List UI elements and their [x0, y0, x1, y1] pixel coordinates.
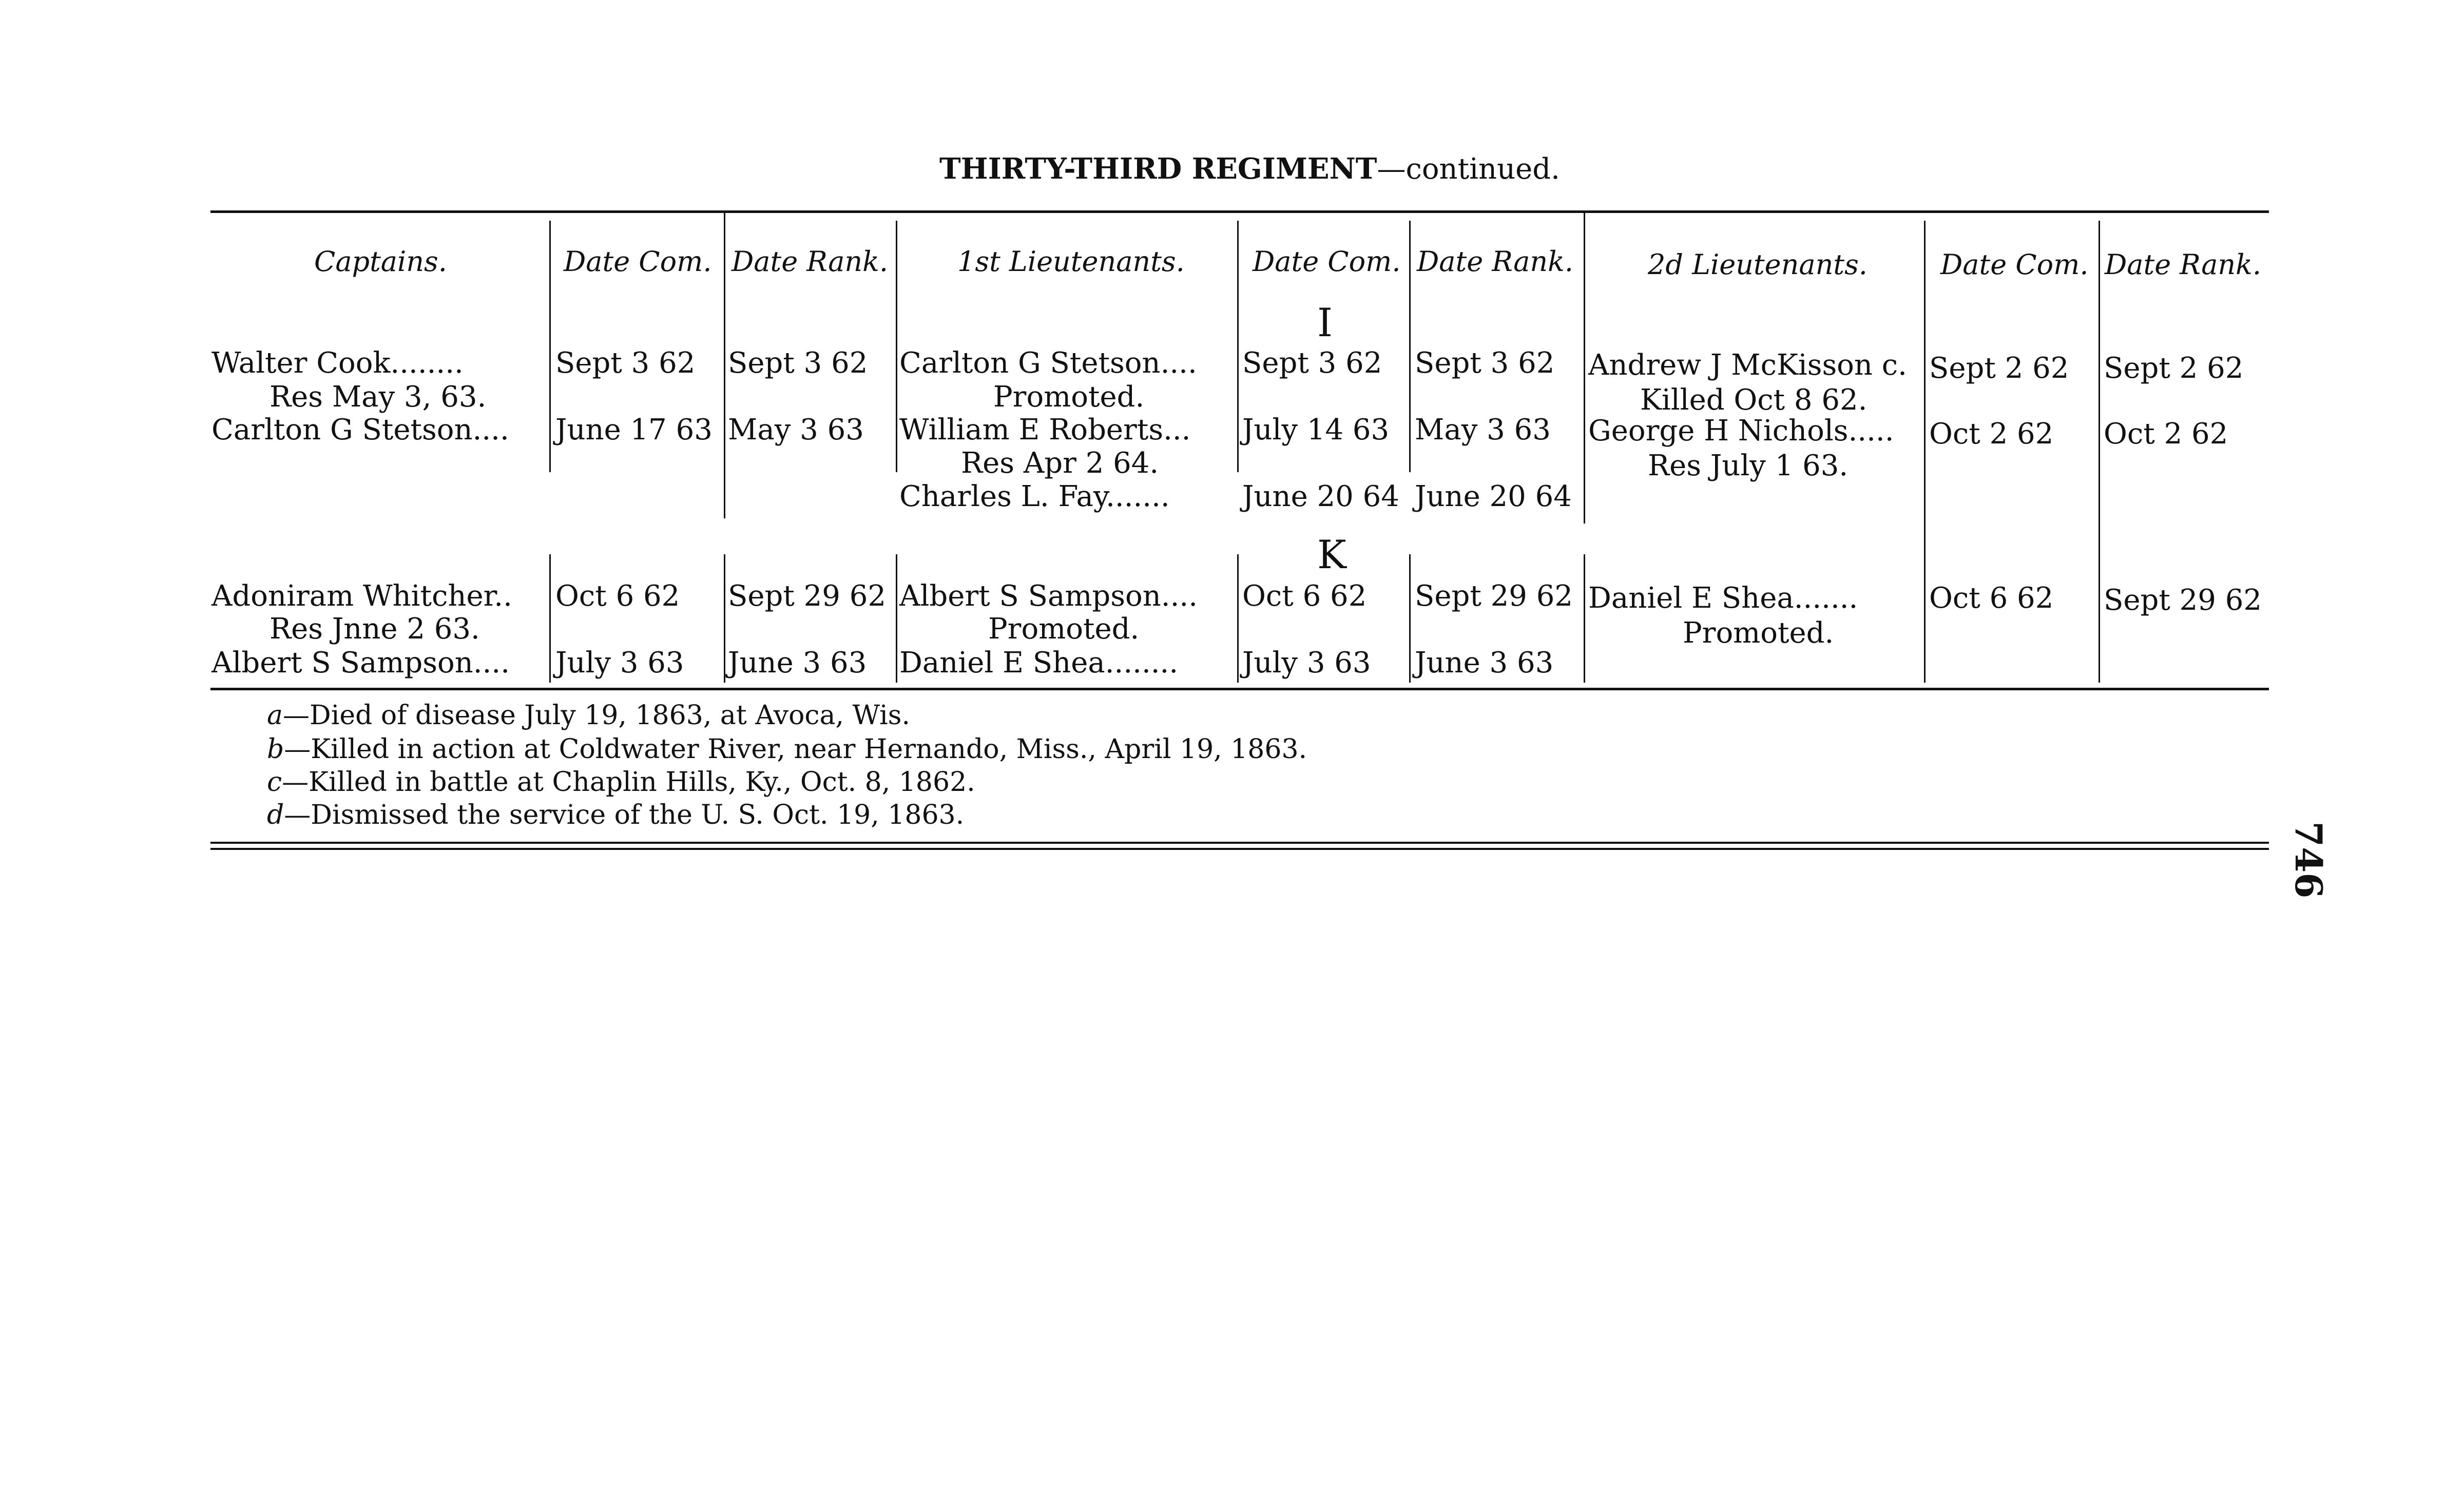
lt1-name: Charles L. Fay....... [899, 480, 1170, 513]
lt2-date-com: Sept 2 62 [1929, 352, 2069, 385]
lt1-name: Daniel E Shea........ [899, 646, 1179, 680]
column-divider [1409, 221, 1411, 472]
lt2-date-rank: Oct 2 62 [2104, 417, 2228, 451]
column-divider [896, 221, 897, 472]
lt1-date-rank: June 20 64 [1415, 480, 1572, 513]
captain-note: Res Jnne 2 63. [270, 612, 480, 646]
lt2-date-com: Oct 6 62 [1929, 582, 2054, 615]
lt1-note: Promoted. [988, 612, 1140, 646]
header-lt2-date-rank: Date Rank. [2105, 248, 2262, 281]
captain-name: Adoniram Whitcher.. [211, 579, 512, 613]
lt1-date-com: Oct 6 62 [1242, 579, 1367, 613]
column-divider [1237, 554, 1239, 683]
captain-date-com: July 3 63 [555, 646, 684, 680]
lt1-note: Promoted. [993, 380, 1145, 414]
captain-date-com: Sept 3 62 [555, 346, 696, 380]
column-divider [1409, 554, 1411, 683]
column-divider [2099, 221, 2100, 570]
footnote-c [267, 767, 975, 798]
lt2-date-rank: Sept 29 62 [2104, 584, 2262, 617]
captain-date-rank: Sept 29 62 [728, 579, 886, 613]
column-divider [1584, 210, 1585, 524]
lt1-date-com: June 20 64 [1242, 480, 1399, 513]
column-divider [1584, 554, 1585, 683]
header-lt2-date-com: Date Com. [1940, 248, 2089, 281]
footnote-text: —Killed in battle at Chaplin Hills, Ky., Oct. 8, 1862. [282, 767, 975, 798]
column-divider [724, 210, 725, 518]
column-divider [724, 554, 725, 683]
lt1-note: Res Apr 2 64. [961, 447, 1159, 480]
double-rule-upper [210, 842, 2269, 844]
title-continued: —continued. [1377, 152, 1560, 186]
page-number: 746 [2287, 821, 2331, 899]
footnote-b [267, 734, 1307, 765]
column-divider [2099, 570, 2100, 683]
header-first-lieutenants: 1st Lieutenants. [957, 245, 1185, 278]
footnote-text: —Killed in action at Coldwater River, near Hernando, Miss., April 19, 1863. [284, 734, 1307, 765]
lt2-name: Andrew J McKisson c. [1588, 348, 1907, 382]
lt2-note: Promoted. [1683, 616, 1834, 650]
footnote-key: b [267, 734, 284, 765]
company-letter-i: I [1317, 300, 1333, 345]
captain-date-com: June 17 63 [555, 413, 713, 447]
lt1-date-com: July 14 63 [1242, 413, 1390, 447]
footnote-text: —Died of disease July 19, 1863, at Avoca, Wis. [283, 700, 910, 731]
captain-name: Carlton G Stetson.... [211, 413, 509, 447]
top-rule [210, 210, 2269, 213]
lt1-name: William E Roberts... [899, 413, 1191, 447]
column-divider [549, 221, 551, 472]
header-captain-date-com: Date Com. [564, 245, 712, 278]
lt1-date-com: Sept 3 62 [1242, 346, 1382, 380]
column-divider [549, 554, 551, 683]
lt1-date-rank: Sept 3 62 [1415, 346, 1555, 380]
lt1-date-com: July 3 63 [1242, 646, 1371, 680]
lt1-date-rank: Sept 29 62 [1415, 579, 1573, 613]
captain-date-rank: June 3 63 [728, 646, 867, 680]
header-lt1-date-rank: Date Rank. [1417, 245, 1574, 278]
column-divider [1924, 221, 1926, 570]
footnote-key: a [267, 700, 283, 731]
captain-name: Albert S Sampson.... [211, 646, 510, 680]
header-lt1-date-com: Date Com. [1253, 245, 1401, 278]
lt2-name: George H Nichols..... [1588, 414, 1894, 448]
column-divider [1237, 221, 1239, 472]
lt2-note: Res July 1 63. [1648, 449, 1849, 482]
footnote-key: c [267, 767, 282, 798]
footnote-d [267, 800, 964, 830]
footnote-text: —Dismissed the service of the U. S. Oct. 19, 1863. [284, 800, 965, 830]
header-second-lieutenants: 2d Lieutenants. [1648, 248, 1868, 281]
company-letter-k: K [1317, 532, 1346, 577]
page-title [939, 152, 1560, 186]
lt2-name: Daniel E Shea....... [1588, 582, 1858, 615]
lt1-date-rank: May 3 63 [1415, 413, 1551, 447]
lt1-name: Carlton G Stetson.... [899, 346, 1197, 380]
lt2-date-rank: Sept 2 62 [2104, 352, 2244, 385]
lt1-name: Albert S Sampson.... [899, 579, 1198, 613]
captain-note: Res May 3, 63. [270, 380, 487, 414]
captain-date-com: Oct 6 62 [555, 579, 680, 613]
header-captains: Captains. [314, 245, 447, 278]
table-bottom-rule [210, 688, 2269, 690]
title-main: THIRTY-THIRD REGIMENT [939, 152, 1377, 186]
column-divider [896, 554, 897, 683]
footnote-key: d [267, 800, 284, 830]
lt1-date-rank: June 3 63 [1415, 646, 1554, 680]
captain-name: Walter Cook........ [211, 346, 464, 380]
double-rule-lower [210, 848, 2269, 850]
lt2-note: Killed Oct 8 62. [1640, 383, 1868, 417]
footnote-a [267, 700, 910, 731]
captain-date-rank: May 3 63 [728, 413, 864, 447]
header-captain-date-rank: Date Rank. [732, 245, 889, 278]
column-divider [1924, 570, 1926, 683]
lt2-date-com: Oct 2 62 [1929, 417, 2054, 451]
captain-date-rank: Sept 3 62 [728, 346, 868, 380]
